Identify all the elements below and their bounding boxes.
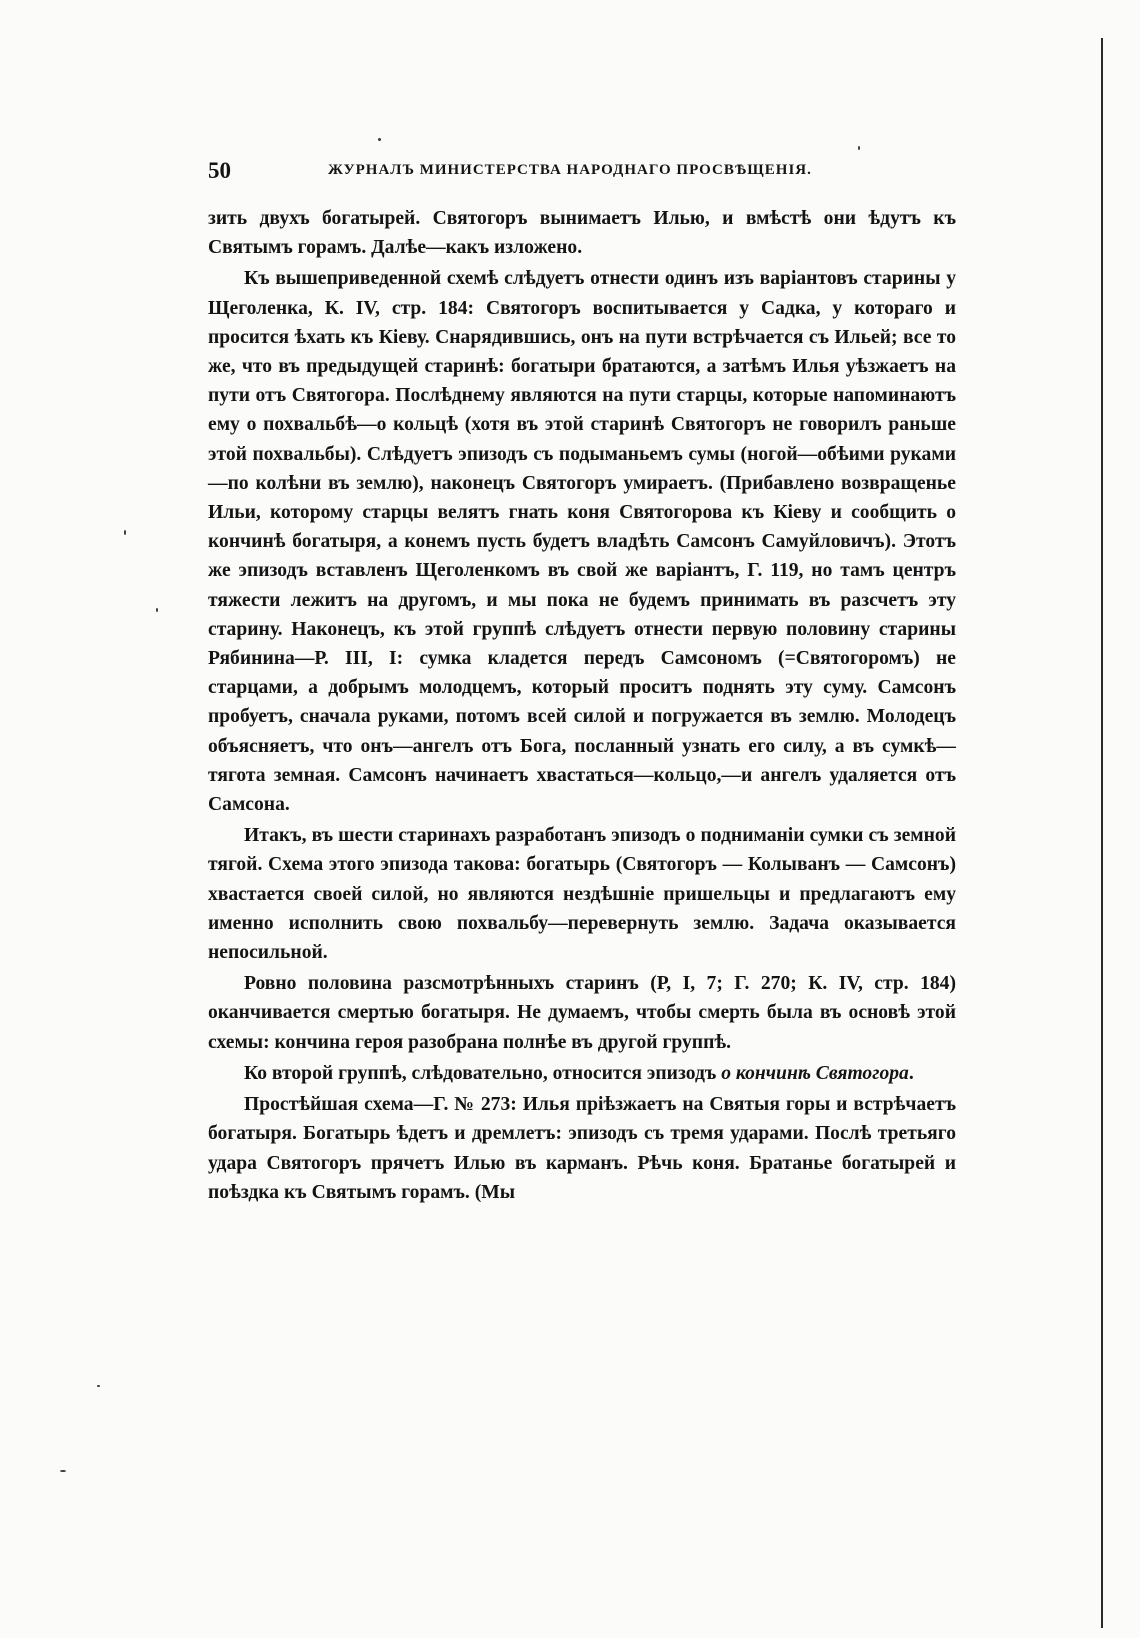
body-text: [208, 204, 956, 1207]
paragraph-2: Къ вышеприведенной схемѣ слѣдуетъ отнести одинъ изъ варіантовъ старины у Щеголенка, К. IV, стр. 184: Святогоръ воспитывается у Садка, у котораго и просится ѣхать къ Кіеву. Снарядившись, онъ на пути встрѣчается съ Ильей; все то же, что въ предыдущей старинѣ: богатыри братаются, а затѣмъ Илья уѣзжаетъ на пути отъ Святогора. Послѣднему являются на пути старцы, которые напоминаютъ ему о похвальбѣ—о кольцѣ (хотя въ этой старинѣ Святогоръ не говорилъ раньше этой похвальбы). Слѣдуетъ эпизодъ съ подыманьемъ сумы (ногой—обѣими руками—по колѣни въ землю), наконецъ Святогоръ умираетъ. (Прибавлено возвращенье Ильи, которому старцы велятъ гнать коня Святогорова къ Кіеву и сообщить о кончинѣ богатыря, а конемъ пусть будетъ владѣть Самсонъ Самуйловичъ). Этотъ же эпизодъ вставленъ Щеголенкомъ въ свой же варіантъ, Г. 119, но тамъ центръ тяжести лежитъ на другомъ, и мы пока не будемъ принимать въ разсчетъ эту старину. Наконецъ, къ этой группѣ слѣдуетъ отнести первую половину старины Рябинина—Р. III, I: сумка кладется передъ Самсономъ (=Святогоромъ) не старцами, а добрымъ молодцемъ, который проситъ поднять эту суму. Самсонъ пробуетъ, сначала руками, потомъ всей силой и погружается въ землю. Молодецъ объясняетъ, что онъ—ангелъ отъ Бога, посланный узнать его силу, а въ сумкѣ—тягота земная. Самсонъ начинаетъ хвастаться—кольцо,—и ангелъ удаляется отъ Самсона.: [208, 268, 956, 816]
scan-speck: [60, 1470, 66, 1472]
paragraph-3: Итакъ, въ шести старинахъ разработанъ эпизодъ о подниманіи сумки съ земной тягой. Схема этого эпизода такова: богатырь (Святогоръ — Колыванъ — Самсонъ) хвастается своей силой, но являются нездѣшніе пришельцы и предлагаютъ ему именно исполнить свою похвальбу—перевернуть землю. Задача оказывается непосильной.: [208, 825, 956, 964]
paragraph-5-text: Ко второй группѣ, слѣдовательно, относится эпизодъ: [244, 1062, 722, 1084]
paragraph-4: Ровно половина разсмотрѣнныхъ старинъ (Р, I, 7; Г. 270; К. IV, стр. 184) оканчивается смертью богатыря. Не думаемъ, чтобы смерть была въ основѣ этой схемы: кончина героя разобрана полнѣе въ другой группѣ.: [208, 973, 956, 1053]
scan-speck: [156, 608, 158, 612]
scan-speck: [378, 138, 381, 141]
page-header: [208, 158, 956, 188]
scan-edge-line: [1101, 38, 1103, 1628]
scan-speck: [124, 530, 126, 535]
paragraph-1: зить двухъ богатырей. Святогоръ вынимаетъ Илью, и вмѣстѣ они ѣдутъ къ Святымъ горамъ. Далѣе—какъ изложено.: [208, 208, 956, 259]
scan-speck: [858, 146, 860, 150]
scan-speck: [97, 1385, 100, 1387]
paragraph-6: Простѣйшая схема—Г. № 273: Илья пріѣзжаетъ на Святыя горы и встрѣчаетъ богатыря. Богатырь ѣдетъ и дремлетъ: эпизодъ съ тремя ударами. Послѣ третьяго удара Святогоръ прячетъ Илью въ карманъ. Рѣчь коня. Братанье богатырей и поѣздка къ Святымъ горамъ. (Мы: [208, 1094, 956, 1203]
journal-title: ЖУРНАЛЪ МИНИСТЕРСТВА НАРОДНАГО ПРОСВѢЩЕНІЯ.: [328, 162, 812, 178]
document-page: [208, 158, 956, 1207]
paragraph-5-emphasis: о кончинѣ Святогора: [721, 1062, 909, 1084]
page-number: 50: [208, 158, 231, 183]
paragraph-5: [208, 1059, 956, 1088]
paragraph-5-tail: .: [908, 1062, 914, 1084]
